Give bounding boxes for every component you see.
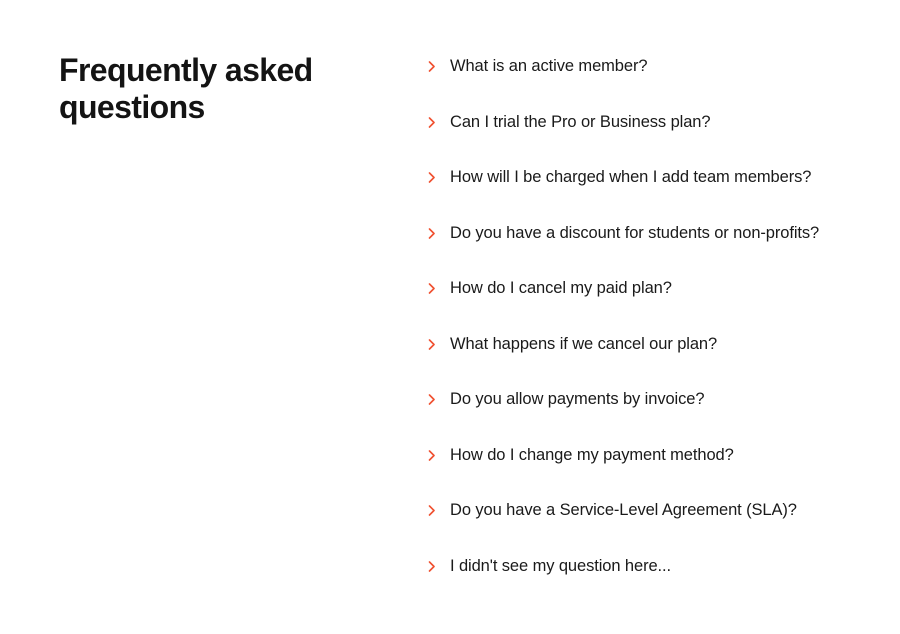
chevron-right-icon (428, 283, 450, 294)
faq-question: Do you have a discount for students or non-profits? (450, 223, 820, 242)
faq-list (428, 53, 888, 608)
faq-item[interactable] (428, 220, 888, 247)
chevron-right-icon (428, 394, 450, 405)
faq-question: I didn't see my question here... (450, 556, 671, 575)
faq-question: Do you have a Service-Level Agreement (SLA)? (450, 501, 797, 519)
faq-item[interactable] (428, 109, 888, 136)
faq-question: Can I trial the Pro or Business plan? (450, 112, 711, 131)
chevron-right-icon (428, 228, 450, 239)
faq-question: How will I be charged when I add team members? (450, 168, 812, 186)
chevron-right-icon (428, 339, 450, 350)
chevron-right-icon (428, 117, 450, 128)
faq-item[interactable] (428, 553, 888, 580)
faq-item[interactable] (428, 386, 888, 413)
chevron-right-icon (428, 561, 450, 572)
faq-item[interactable] (428, 275, 888, 302)
faq-item[interactable] (428, 442, 888, 469)
faq-question: How do I cancel my paid plan? (450, 279, 672, 297)
chevron-right-icon (428, 61, 450, 72)
chevron-right-icon (428, 450, 450, 461)
faq-item[interactable] (428, 53, 888, 80)
chevron-right-icon (428, 172, 450, 183)
faq-question: Do you allow payments by invoice? (450, 390, 705, 408)
faq-title: Frequently asked questions (59, 52, 313, 125)
faq-question: What is an active member? (450, 57, 648, 75)
faq-item[interactable] (428, 331, 888, 358)
faq-item[interactable] (428, 164, 888, 191)
faq-question: What happens if we cancel our plan? (450, 334, 718, 353)
faq-item[interactable] (428, 497, 888, 524)
chevron-right-icon (428, 505, 450, 516)
faq-question: How do I change my payment method? (450, 445, 734, 464)
